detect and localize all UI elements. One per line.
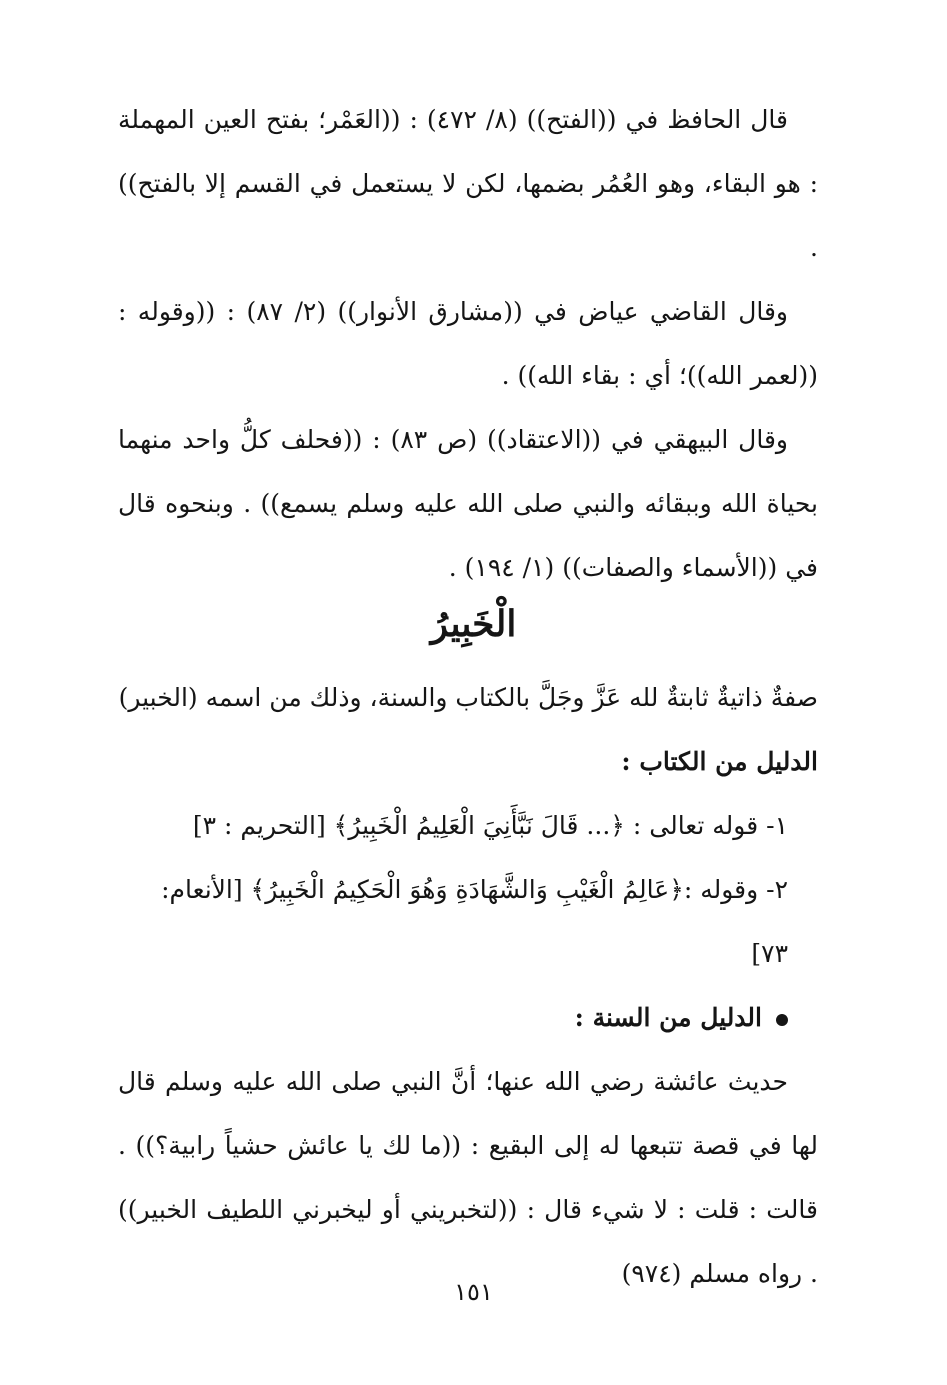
section-heading: الْخَبِيرُ bbox=[430, 603, 517, 645]
page-number: ١٥١ bbox=[454, 1278, 493, 1306]
quran-evidence-heading: الدليل من الكتاب : bbox=[621, 747, 818, 776]
paragraph-hafiz-quote: قال الحافظ في ((الفتح)) (٨/ ٤٧٢) : ((العَمْر؛ بفتح العين المهملة : هو البقاء، وهو العُمُر بضمها، لكن لا يستعمل في القسم إلا بالفتح)) . bbox=[118, 105, 818, 262]
paragraph-attribute-intro: صفةٌ ذاتيةٌ ثابتةٌ لله عَزَّ وجَلَّ بالكتاب والسنة، وذلك من اسمه (الخبير) bbox=[118, 683, 818, 712]
section-body bbox=[118, 666, 818, 1306]
paragraph-bayhaqi-quote: وقال البيهقي في ((الاعتقاد)) (ص ٨٣) : ((فحلف كلُّ واحد منهما بحياة الله وببقائه والنبي صلى الله عليه وسلم يسمع)) . وبنحوه قال في ((الأسماء والصفات)) (١/ ١٩٤) . bbox=[118, 425, 818, 582]
paragraph-hadith-aisha: حديث عائشة رضي الله عنها؛ أنَّ النبي صلى الله عليه وسلم قال لها في قصة تتبعها له إلى البقيع : ((ما لك يا عائش حشياً رابية؟)) . قالت : قلت : لا شيء قال : ((لتخبريني أو ليخبرني اللطيف الخبير)) . رواه مسلم (٩٧٤) bbox=[118, 1067, 818, 1288]
paragraph-qadi-iyad-quote: وقال القاضي عياض في ((مشارق الأنوار)) (٢/ ٨٧) : ((وقوله : ((لعمر الله))؛ أي : بقاء الله)) . bbox=[118, 297, 818, 390]
quran-evidence-item-1: ١- قوله تعالى : ﴿... قَالَ نَبَّأَنِيَ الْعَلِيمُ الْخَبِيرُ﴾ [التحريم : ٣] bbox=[192, 811, 788, 840]
bullet-icon bbox=[776, 1014, 788, 1026]
sunnah-evidence-heading-text: الدليل من السنة : bbox=[574, 1003, 762, 1032]
top-text-block bbox=[118, 88, 818, 600]
sunnah-evidence-heading bbox=[118, 986, 818, 1050]
quran-evidence-item-2: ٢- وقوله :﴿عَالِمُ الْغَيْبِ وَالشَّهَادَةِ وَهُوَ الْحَكِيمُ الْخَبِيرُ﴾ [الأنعام: ٧٣] bbox=[161, 875, 788, 968]
